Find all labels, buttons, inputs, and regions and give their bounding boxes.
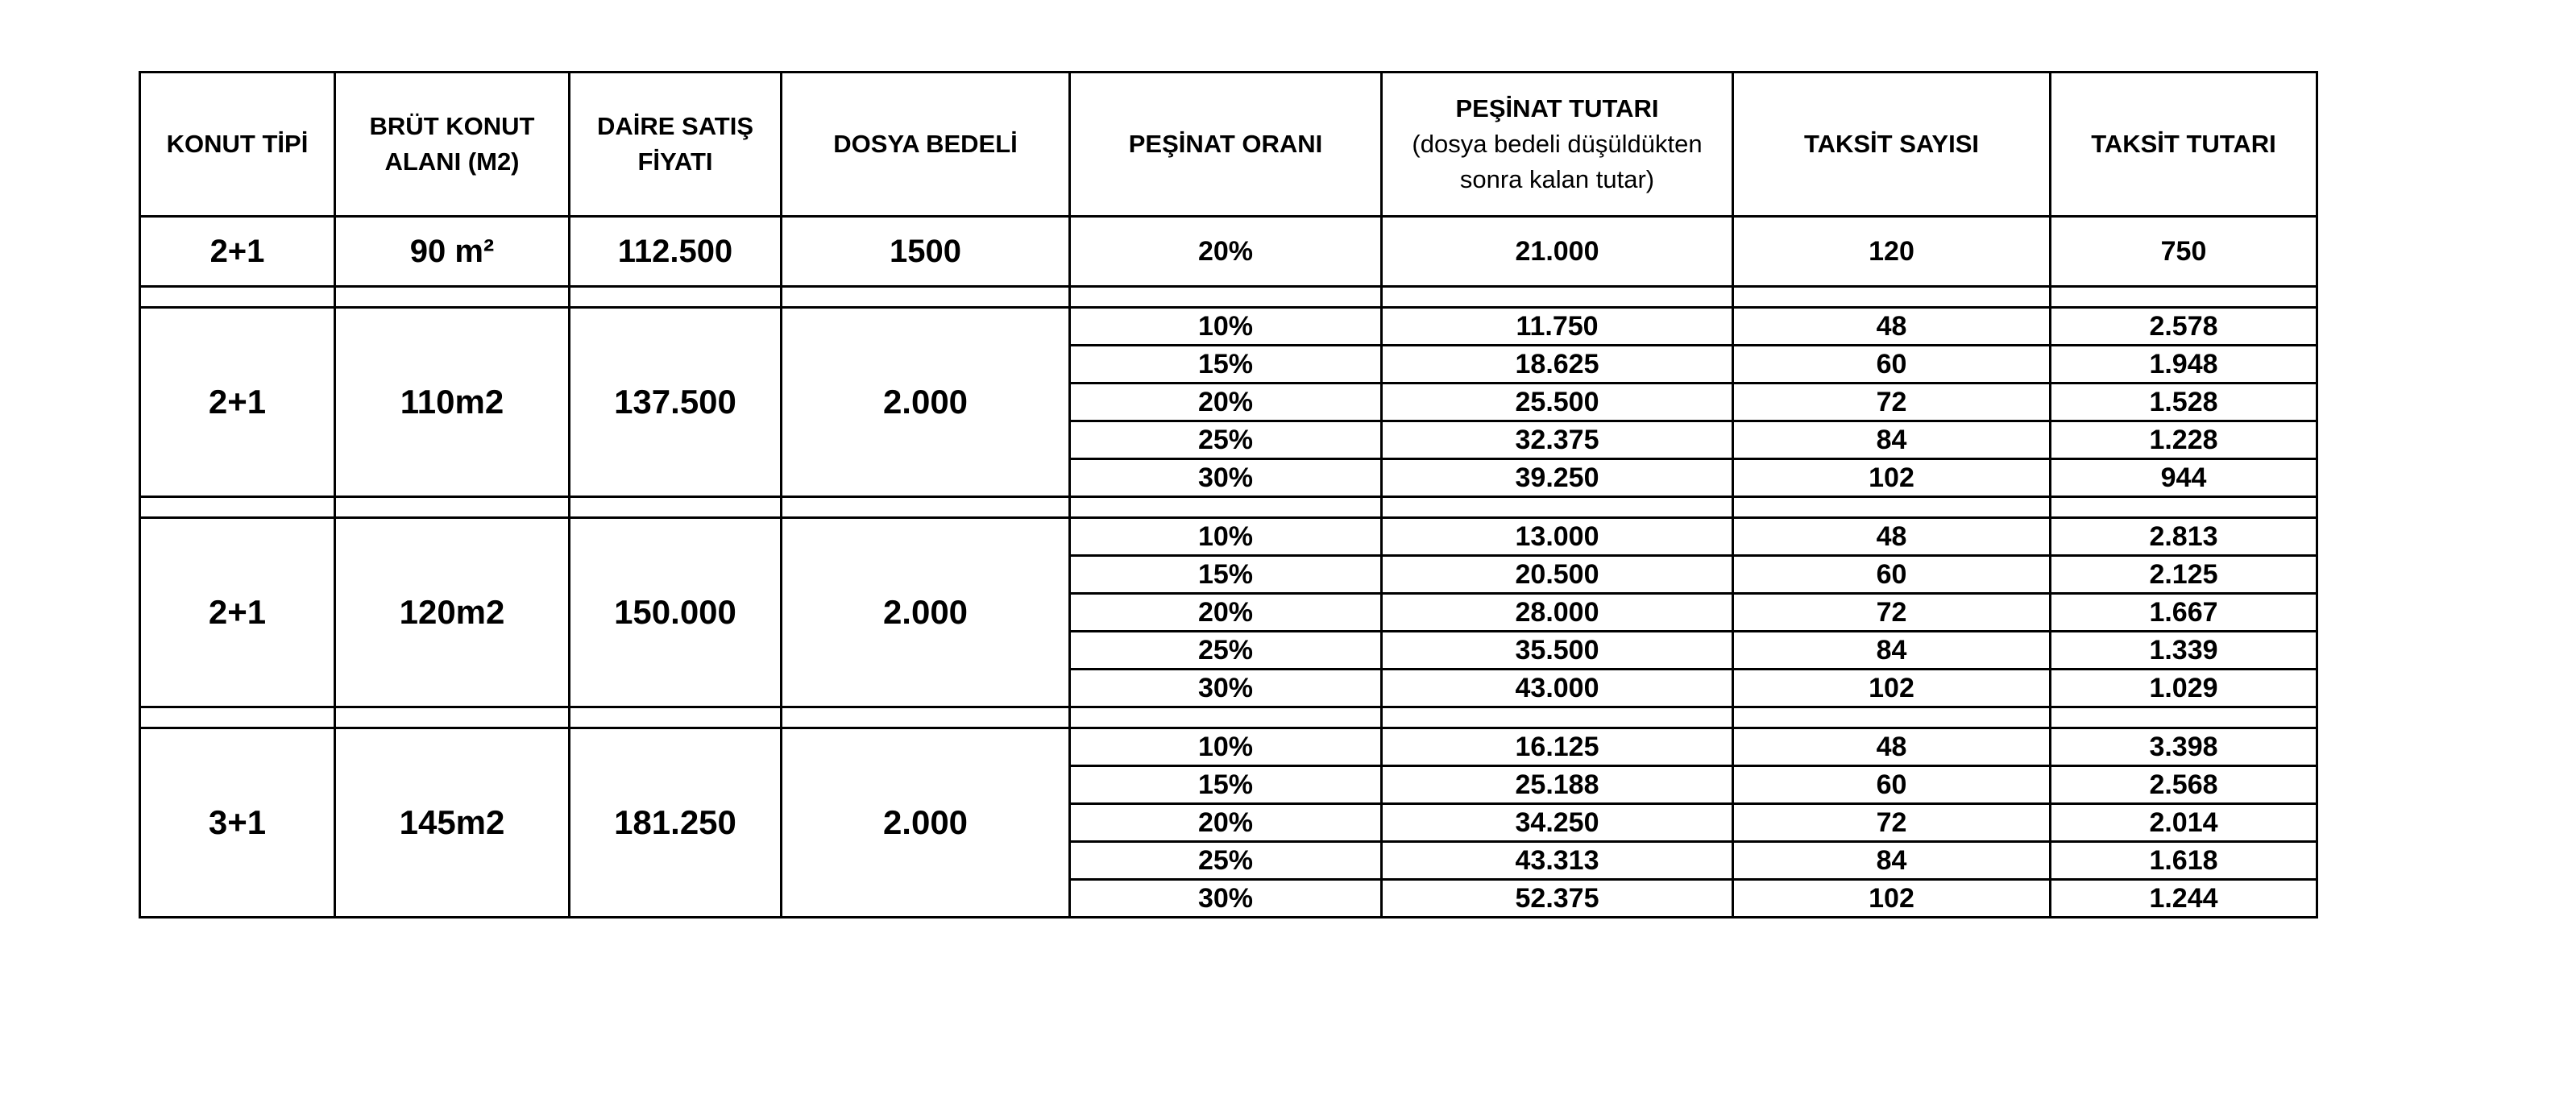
cell-dosya-bedeli: 2.000 xyxy=(782,308,1070,497)
cell-taksit-sayisi: 72 xyxy=(1733,804,2051,842)
cell-taksit-sayisi: 102 xyxy=(1733,880,2051,918)
cell-dosya-bedeli: 2.000 xyxy=(782,728,1070,918)
cell-taksit-sayisi: 60 xyxy=(1733,766,2051,804)
cell-taksit-sayisi: 84 xyxy=(1733,842,2051,880)
cell-daire-fiyat: 150.000 xyxy=(570,518,782,707)
header-pesinat-orani: PEŞİNAT ORANI xyxy=(1070,73,1382,217)
cell-taksit-tutari: 2.568 xyxy=(2051,766,2317,804)
cell-taksit-sayisi: 48 xyxy=(1733,518,2051,556)
cell-pesinat-orani: 10% xyxy=(1070,308,1382,346)
cell-taksit-sayisi: 48 xyxy=(1733,728,2051,766)
header-pesinat-tutari: PEŞİNAT TUTARI (dosya bedeli düşüldükten sonra kalan tutar) xyxy=(1382,73,1733,217)
cell-pesinat-orani: 20% xyxy=(1070,594,1382,632)
cell-pesinat-orani: 30% xyxy=(1070,459,1382,497)
cell-konut-tipi: 2+1 xyxy=(140,308,335,497)
cell-taksit-sayisi: 84 xyxy=(1733,632,2051,670)
cell-pesinat-orani: 20% xyxy=(1070,384,1382,421)
cell-konut-tipi: 3+1 xyxy=(140,728,335,918)
cell-pesinat-orani: 25% xyxy=(1070,842,1382,880)
header-pesinat-note-line2: sonra kalan tutar) xyxy=(1459,165,1655,193)
header-konut-tipi: KONUT TİPİ xyxy=(140,73,335,217)
cell-pesinat-tutari: 16.125 xyxy=(1382,728,1733,766)
cell-pesinat-tutari: 52.375 xyxy=(1382,880,1733,918)
cell-taksit-tutari: 2.813 xyxy=(2051,518,2317,556)
cell-brut-alan: 120m2 xyxy=(335,518,570,707)
table-row xyxy=(140,728,2317,766)
cell-brut-alan: 90 m² xyxy=(335,217,570,287)
cell-pesinat-orani: 15% xyxy=(1070,556,1382,594)
cell-taksit-tutari: 750 xyxy=(2051,217,2317,287)
cell-pesinat-orani: 25% xyxy=(1070,632,1382,670)
cell-taksit-tutari: 1.528 xyxy=(2051,384,2317,421)
table-row xyxy=(140,518,2317,556)
cell-pesinat-orani: 20% xyxy=(1070,217,1382,287)
cell-pesinat-tutari: 18.625 xyxy=(1382,346,1733,384)
cell-dosya-bedeli: 1500 xyxy=(782,217,1070,287)
cell-taksit-tutari: 2.578 xyxy=(2051,308,2317,346)
cell-taksit-sayisi: 48 xyxy=(1733,308,2051,346)
cell-pesinat-tutari: 25.188 xyxy=(1382,766,1733,804)
header-dosya-bedeli: DOSYA BEDELİ xyxy=(782,73,1070,217)
cell-taksit-sayisi: 102 xyxy=(1733,670,2051,707)
cell-pesinat-tutari: 39.250 xyxy=(1382,459,1733,497)
header-taksit-sayisi: TAKSİT SAYISI xyxy=(1733,73,2051,217)
cell-pesinat-orani: 30% xyxy=(1070,670,1382,707)
cell-taksit-sayisi: 60 xyxy=(1733,556,2051,594)
cell-taksit-tutari: 1.948 xyxy=(2051,346,2317,384)
cell-pesinat-tutari: 43.000 xyxy=(1382,670,1733,707)
cell-taksit-sayisi: 72 xyxy=(1733,594,2051,632)
header-brut-alan: BRÜT KONUT ALANI (M2) xyxy=(335,73,570,217)
cell-daire-fiyat: 181.250 xyxy=(570,728,782,918)
cell-pesinat-tutari: 20.500 xyxy=(1382,556,1733,594)
cell-taksit-sayisi: 60 xyxy=(1733,346,2051,384)
cell-taksit-tutari: 1.618 xyxy=(2051,842,2317,880)
price-table xyxy=(139,71,2318,918)
spacer-row xyxy=(140,497,2317,518)
cell-taksit-tutari: 1.029 xyxy=(2051,670,2317,707)
cell-taksit-tutari: 1.244 xyxy=(2051,880,2317,918)
cell-pesinat-orani: 15% xyxy=(1070,766,1382,804)
cell-daire-fiyat: 137.500 xyxy=(570,308,782,497)
cell-pesinat-tutari: 32.375 xyxy=(1382,421,1733,459)
header-daire-fiyat: DAİRE SATIŞ FİYATI xyxy=(570,73,782,217)
cell-pesinat-tutari: 43.313 xyxy=(1382,842,1733,880)
cell-daire-fiyat: 112.500 xyxy=(570,217,782,287)
table-body xyxy=(140,217,2317,918)
cell-pesinat-orani: 30% xyxy=(1070,880,1382,918)
cell-pesinat-tutari: 11.750 xyxy=(1382,308,1733,346)
cell-pesinat-tutari: 25.500 xyxy=(1382,384,1733,421)
cell-pesinat-tutari: 34.250 xyxy=(1382,804,1733,842)
cell-pesinat-orani: 15% xyxy=(1070,346,1382,384)
cell-taksit-tutari: 2.125 xyxy=(2051,556,2317,594)
cell-taksit-tutari: 3.398 xyxy=(2051,728,2317,766)
cell-taksit-tutari: 2.014 xyxy=(2051,804,2317,842)
cell-taksit-sayisi: 120 xyxy=(1733,217,2051,287)
cell-pesinat-orani: 20% xyxy=(1070,804,1382,842)
cell-taksit-tutari: 1.667 xyxy=(2051,594,2317,632)
spacer-row xyxy=(140,707,2317,728)
cell-pesinat-orani: 10% xyxy=(1070,518,1382,556)
cell-pesinat-tutari: 21.000 xyxy=(1382,217,1733,287)
cell-taksit-sayisi: 84 xyxy=(1733,421,2051,459)
cell-brut-alan: 110m2 xyxy=(335,308,570,497)
cell-brut-alan: 145m2 xyxy=(335,728,570,918)
cell-pesinat-orani: 10% xyxy=(1070,728,1382,766)
cell-konut-tipi: 2+1 xyxy=(140,217,335,287)
cell-dosya-bedeli: 2.000 xyxy=(782,518,1070,707)
cell-pesinat-tutari: 35.500 xyxy=(1382,632,1733,670)
header-pesinat-note-line1: (dosya bedeli düşüldükten xyxy=(1412,130,1703,158)
table-row xyxy=(140,308,2317,346)
spacer-row xyxy=(140,287,2317,308)
cell-konut-tipi: 2+1 xyxy=(140,518,335,707)
cell-taksit-sayisi: 72 xyxy=(1733,384,2051,421)
header-taksit-tutari: TAKSİT TUTARI xyxy=(2051,73,2317,217)
table-row xyxy=(140,217,2317,287)
cell-pesinat-orani: 25% xyxy=(1070,421,1382,459)
cell-pesinat-tutari: 28.000 xyxy=(1382,594,1733,632)
header-row xyxy=(140,73,2317,217)
cell-taksit-sayisi: 102 xyxy=(1733,459,2051,497)
cell-taksit-tutari: 944 xyxy=(2051,459,2317,497)
cell-pesinat-tutari: 13.000 xyxy=(1382,518,1733,556)
cell-taksit-tutari: 1.339 xyxy=(2051,632,2317,670)
cell-taksit-tutari: 1.228 xyxy=(2051,421,2317,459)
